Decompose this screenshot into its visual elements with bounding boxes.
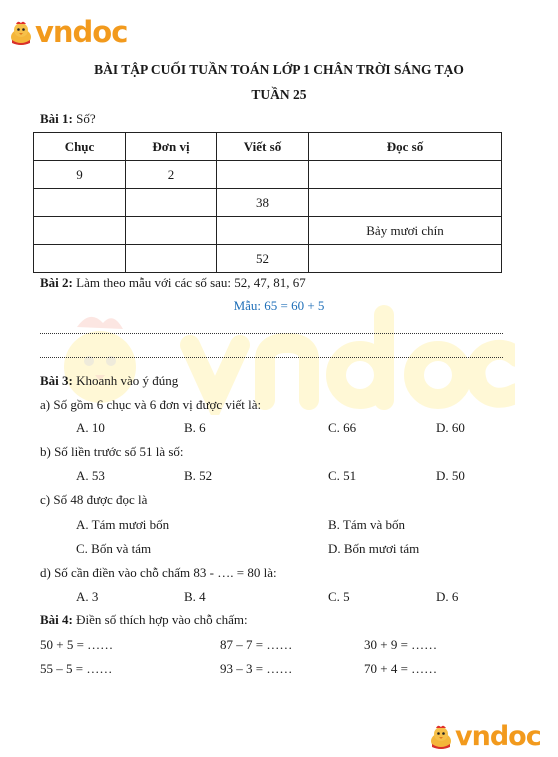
question-d: d) Số cần điền vào chỗ chấm 83 - …. = 80 là:	[40, 565, 277, 580]
bai3-label: Bài 3:	[40, 373, 73, 388]
option-a-B[interactable]: B. 6	[184, 420, 206, 435]
table-row	[34, 245, 502, 273]
option-c-B[interactable]: B. Tám và bốn	[328, 517, 406, 532]
bai2-label: Bài 2:	[40, 275, 73, 290]
table-cell[interactable]	[309, 189, 502, 217]
table-cell[interactable]	[126, 245, 217, 273]
table-cell[interactable]	[309, 245, 502, 273]
question-a: a) Số gồm 6 chục và 6 đơn vị được viết là:	[40, 397, 262, 412]
vndoc-logo-top	[8, 15, 128, 49]
option-c-C[interactable]: C. Bốn và tám	[76, 541, 152, 556]
equation-1[interactable]: 50 + 5 = ……	[40, 637, 114, 652]
option-d-B[interactable]: B. 4	[184, 589, 206, 604]
option-b-A[interactable]: A. 53	[76, 468, 105, 483]
bai3-heading	[40, 373, 178, 389]
vndoc-logo-bottom	[428, 723, 541, 750]
table-cell[interactable]	[217, 161, 309, 189]
equation-4[interactable]: 55 – 5 = ……	[40, 661, 113, 676]
equation-5[interactable]: 93 – 3 = ……	[220, 661, 293, 676]
table-cell[interactable]	[34, 217, 126, 245]
equation-2[interactable]: 87 – 7 = ……	[220, 637, 293, 652]
table-row	[34, 189, 502, 217]
option-d-A[interactable]: A. 3	[76, 589, 99, 604]
bai4-prompt: Điền số thích hợp vào chỗ chấm:	[76, 612, 248, 627]
option-b-B[interactable]: B. 52	[184, 468, 213, 483]
table-cell[interactable]: Bảy mươi chín	[309, 217, 502, 245]
header-viet-so: Viết số	[217, 133, 309, 161]
bai1-label: Bài 1:	[40, 111, 73, 126]
table-row	[34, 217, 502, 245]
option-d-C[interactable]: C. 5	[328, 589, 350, 604]
table-cell[interactable]	[309, 161, 502, 189]
table-cell[interactable]	[34, 245, 126, 273]
option-c-D[interactable]: D. Bốn mươi tám	[328, 541, 420, 556]
logo-wordmark: vndoc	[455, 721, 541, 752]
answer-line[interactable]	[40, 333, 503, 334]
option-d-D[interactable]: D. 6	[436, 589, 459, 604]
table-cell[interactable]	[126, 189, 217, 217]
option-b-D[interactable]: D. 50	[436, 468, 465, 483]
table-cell[interactable]: 52	[217, 245, 309, 273]
option-a-A[interactable]: A. 10	[76, 420, 105, 435]
table-row	[34, 161, 502, 189]
chicken-mascot-icon	[428, 724, 454, 750]
header-chuc: Chục	[34, 133, 126, 161]
logo-wordmark: vndoc	[35, 15, 128, 49]
worksheet-title: BÀI TẬP CUỐI TUẦN TOÁN LỚP 1 CHÂN TRỜI SÁNG TẠO	[94, 62, 464, 77]
answer-line[interactable]	[40, 357, 503, 358]
table-cell[interactable]: 2	[126, 161, 217, 189]
question-c: c) Số 48 được đọc là	[40, 492, 148, 507]
equation-6[interactable]: 70 + 4 = ……	[364, 661, 438, 676]
bai4-heading	[40, 612, 248, 628]
bai2-prompt: Làm theo mẫu với các số sau: 52, 47, 81, 67	[76, 275, 306, 290]
option-c-A[interactable]: A. Tám mươi bốn	[76, 517, 170, 532]
table-cell[interactable]	[126, 217, 217, 245]
table-cell[interactable]	[34, 189, 126, 217]
bai1-prompt: Số?	[76, 111, 96, 126]
table-cell[interactable]: 38	[217, 189, 309, 217]
bai1-heading	[40, 111, 96, 127]
table-header-row	[34, 133, 502, 161]
bai4-label: Bài 4:	[40, 612, 73, 627]
option-b-C[interactable]: C. 51	[328, 468, 357, 483]
option-a-D[interactable]: D. 60	[436, 420, 465, 435]
equation-3[interactable]: 30 + 9 = ……	[364, 637, 438, 652]
table-cell[interactable]: 9	[34, 161, 126, 189]
bai3-prompt: Khoanh vào ý đúng	[76, 373, 179, 388]
option-a-C[interactable]: C. 66	[328, 420, 357, 435]
place-value-table	[33, 132, 502, 273]
bai2-sample: Mẫu: 65 = 60 + 5	[233, 298, 325, 313]
bai2-heading	[40, 275, 306, 291]
chicken-mascot-icon	[8, 20, 34, 46]
worksheet-week: TUẦN 25	[251, 87, 307, 102]
question-b: b) Số liền trước số 51 là số:	[40, 444, 184, 459]
header-doc-so: Đọc số	[309, 133, 502, 161]
table-cell[interactable]	[217, 217, 309, 245]
header-don-vi: Đơn vị	[126, 133, 217, 161]
